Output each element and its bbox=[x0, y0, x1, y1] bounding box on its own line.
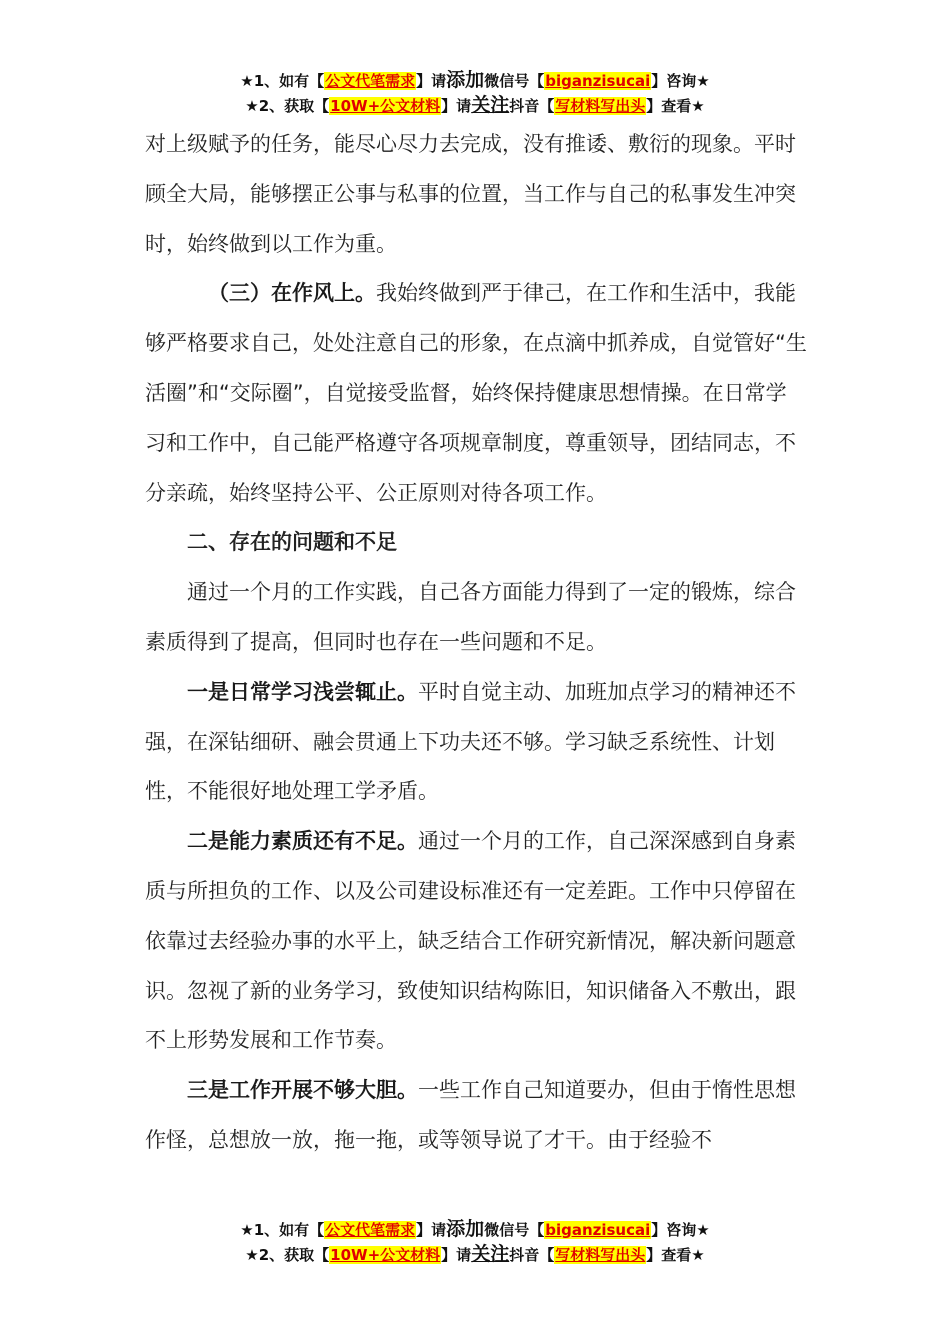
follow-emphasis: 关注 bbox=[471, 1243, 510, 1265]
paragraph-1: 对上级赋予的任务，能尽心尽力去完成，没有推诿、敷衍的现象。平时顾全大局，能够摆正公事与私事的位置，当工作与自己的私事发生冲突时，始终做到以工作为重。 bbox=[145, 132, 796, 256]
follow-emphasis: 关注 bbox=[471, 94, 510, 116]
star-icon: ★ bbox=[691, 97, 705, 115]
paragraph-point-2: 二是能力素质还有不足。通过一个月的工作，自己深深感到自身素质与所担负的工作、以及公司建设标准还有一定差距。工作中只停留在依靠过去经验办事的水平上，缺乏结合工作研究新情况，解决新问题意识。忽视了新的业务学习，致使知识结构陈旧，知识储备入不敷出，跟不上形势发展和工作节奏。 bbox=[145, 829, 796, 1053]
star-icon: ★ bbox=[240, 72, 254, 90]
banner-line-2: ★2、获取【10W+公文材料】请关注抖音【写材料写出头】查看★ bbox=[245, 94, 705, 116]
douyin-account-highlight: 写材料写出头 bbox=[555, 97, 646, 115]
wechat-id-highlight: biganzisucai bbox=[545, 72, 651, 90]
point-lead: 一是日常学习浅尝辄止。 bbox=[187, 679, 418, 704]
document-body bbox=[145, 120, 807, 1166]
star-icon: ★ bbox=[696, 1221, 710, 1239]
top-banner bbox=[0, 68, 950, 118]
wechat-id-highlight: biganzisucai bbox=[545, 1221, 651, 1239]
point-lead: 三是工作开展不够大胆。 bbox=[187, 1078, 418, 1103]
star-icon: ★ bbox=[696, 72, 710, 90]
add-emphasis: 添加 bbox=[446, 1218, 485, 1240]
paragraph-style-section: （三）在作风上。我始终做到严于律己，在工作和生活中，我能够严格要求自己，处处注意自己的形象，在点滴中抓养成，自觉管好“生活圈”和“交际圈”，自觉接受监督，始终保持健康思想情操。在日常学习和工作中，自己能严格遵守各项规章制度，尊重领导，团结同志，不分亲疏，始终坚持公平、公正原则对待各项工作。 bbox=[145, 281, 807, 505]
paragraph-point-3: 三是工作开展不够大胆。一些工作自己知道要办，但由于惰性思想作怪，总想放一放，拖一拖，或等领导说了才干。由于经验不 bbox=[145, 1078, 796, 1152]
ghostwriting-highlight: 公文代笔需求 bbox=[325, 1221, 416, 1239]
materials-highlight: 10W+公文材料 bbox=[330, 97, 441, 115]
add-emphasis: 添加 bbox=[446, 69, 485, 91]
banner-line-1: ★1、如有【公文代笔需求】请添加微信号【biganzisucai】咨询★ bbox=[240, 1218, 710, 1240]
banner-line-2: ★2、获取【10W+公文材料】请关注抖音【写材料写出头】查看★ bbox=[245, 1243, 705, 1265]
star-icon: ★ bbox=[245, 1246, 259, 1264]
star-icon: ★ bbox=[245, 97, 259, 115]
ghostwriting-highlight: 公文代笔需求 bbox=[325, 72, 416, 90]
star-icon: ★ bbox=[691, 1246, 705, 1264]
bottom-banner bbox=[0, 1217, 950, 1267]
paragraph-intro: 通过一个月的工作实践，自己各方面能力得到了一定的锻炼，综合素质得到了提高，但同时也存在一些问题和不足。 bbox=[145, 580, 796, 654]
materials-highlight: 10W+公文材料 bbox=[330, 1246, 441, 1264]
paragraph-point-1: 一是日常学习浅尝辄止。平时自觉主动、加班加点学习的精神还不强，在深钻细研、融会贯通上下功夫还不够。学习缺乏系统性、计划性，不能很好地处理工学矛盾。 bbox=[145, 679, 796, 804]
star-icon: ★ bbox=[240, 1221, 254, 1239]
section-lead: （三）在作风上。 bbox=[208, 281, 376, 306]
douyin-account-highlight: 写材料写出头 bbox=[555, 1246, 646, 1264]
section-heading-problems: 二、存在的问题和不足 bbox=[187, 530, 397, 555]
point-lead: 二是能力素质还有不足。 bbox=[187, 829, 418, 854]
banner-line-1: ★1、如有【公文代笔需求】请添加微信号【biganzisucai】咨询★ bbox=[240, 69, 710, 91]
